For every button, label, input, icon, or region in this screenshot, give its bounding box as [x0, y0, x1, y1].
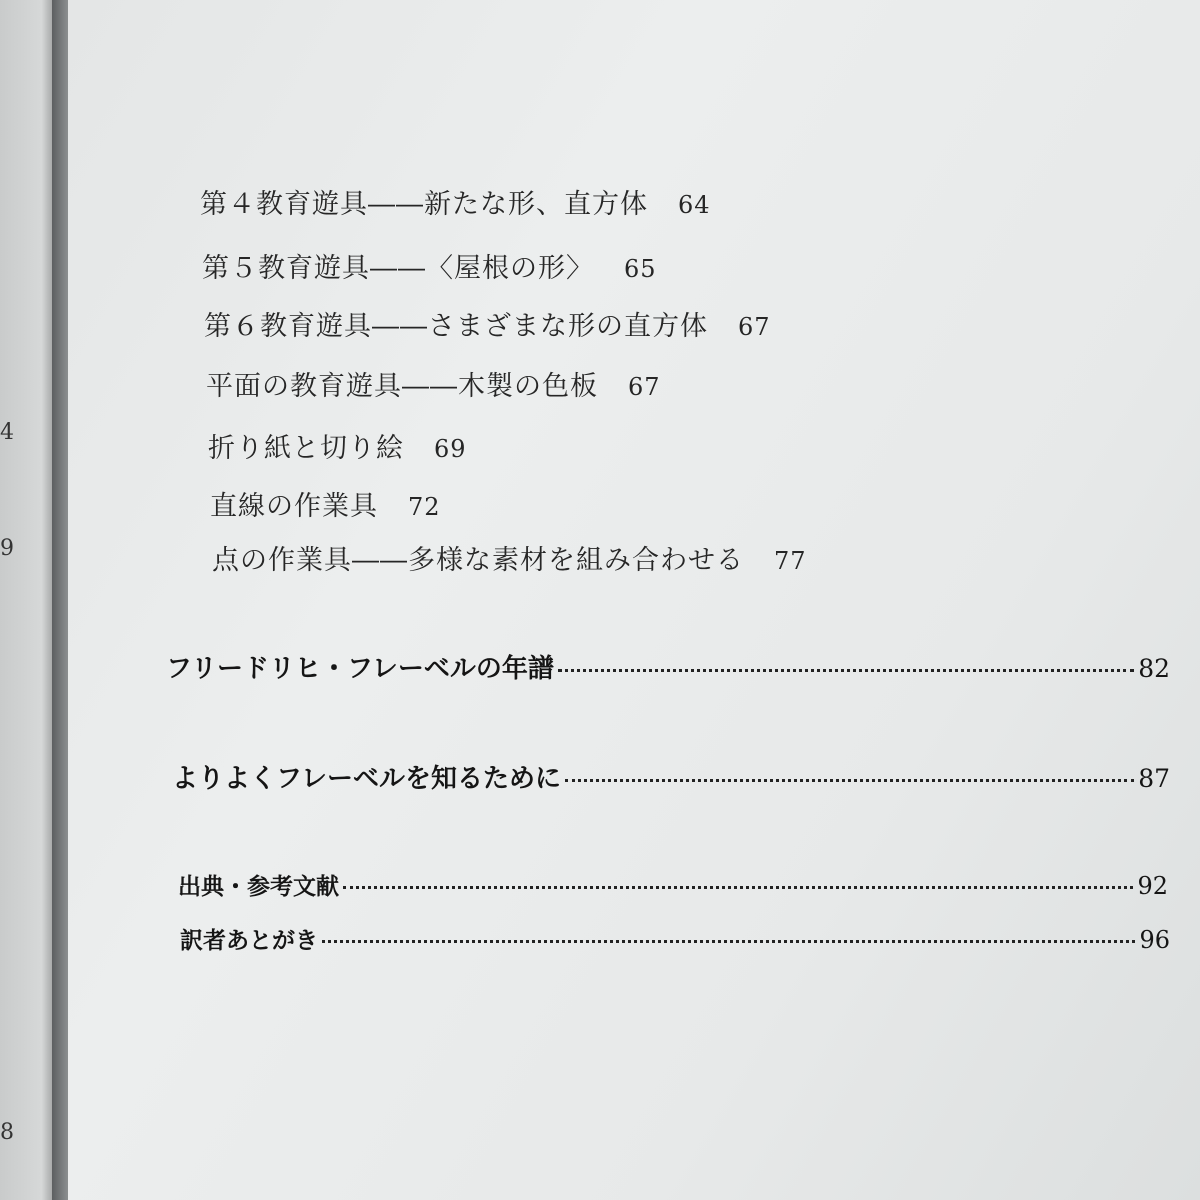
toc-sub-entry — [206, 364, 661, 403]
entry-page-number: 72 — [408, 493, 441, 521]
table-of-contents-page — [68, 0, 1200, 1200]
entry-title: 直線の作業具 — [210, 491, 378, 522]
toc-sub-entry — [210, 484, 441, 523]
toc-main-entry — [178, 868, 1168, 901]
entry-title: 出典・参考文献 — [178, 874, 339, 900]
toc-sub-entry — [200, 182, 711, 221]
entry-page-number: 69 — [434, 435, 467, 463]
entry-title: フリードリヒ・フレーベルの年譜 — [166, 654, 554, 684]
entry-page-number: 67 — [628, 373, 661, 401]
dot-leader — [343, 886, 1133, 889]
toc-main-entry — [166, 648, 1170, 685]
entry-title: よりよくフレーベルを知るために — [172, 764, 561, 794]
dot-leader — [558, 669, 1134, 672]
entry-title: 折り紙と切り絵 — [208, 433, 404, 464]
entry-title: 点の作業具――多様な素材を組み合わせる — [212, 545, 744, 576]
left-page — [0, 0, 52, 1200]
entry-page-number: 96 — [1139, 926, 1170, 954]
entry-page-number: 64 — [678, 191, 711, 219]
entry-title: 平面の教育遊具――木製の色板 — [206, 371, 598, 402]
entry-title: 訳者あとがき — [180, 928, 318, 954]
entry-page-number: 65 — [624, 255, 657, 283]
toc-sub-entry — [208, 426, 467, 465]
entry-page-number: 77 — [774, 547, 807, 575]
entry-title: 第６教育遊具――さまざまな形の直方体 — [204, 311, 708, 342]
dot-leader — [565, 779, 1134, 782]
book-gutter — [52, 0, 68, 1200]
toc-sub-entry — [202, 246, 657, 285]
entry-title: 第４教育遊具――新たな形、直方体 — [200, 189, 648, 220]
entry-title: 第５教育遊具――〈屋根の形〉 — [202, 253, 594, 284]
dot-leader — [322, 940, 1135, 943]
toc-main-entry — [180, 922, 1170, 955]
left-page-number: 4 — [0, 420, 14, 445]
entry-page-number: 67 — [738, 313, 771, 341]
entry-page-number: 82 — [1138, 654, 1170, 683]
entry-page-number: 92 — [1137, 872, 1168, 900]
toc-sub-entry — [204, 304, 771, 343]
toc-main-entry — [172, 758, 1170, 795]
left-page-number: 9 — [0, 536, 14, 561]
left-page-number: 8 — [0, 1120, 14, 1145]
entry-page-number: 87 — [1138, 764, 1170, 793]
toc-sub-entry — [212, 538, 807, 577]
